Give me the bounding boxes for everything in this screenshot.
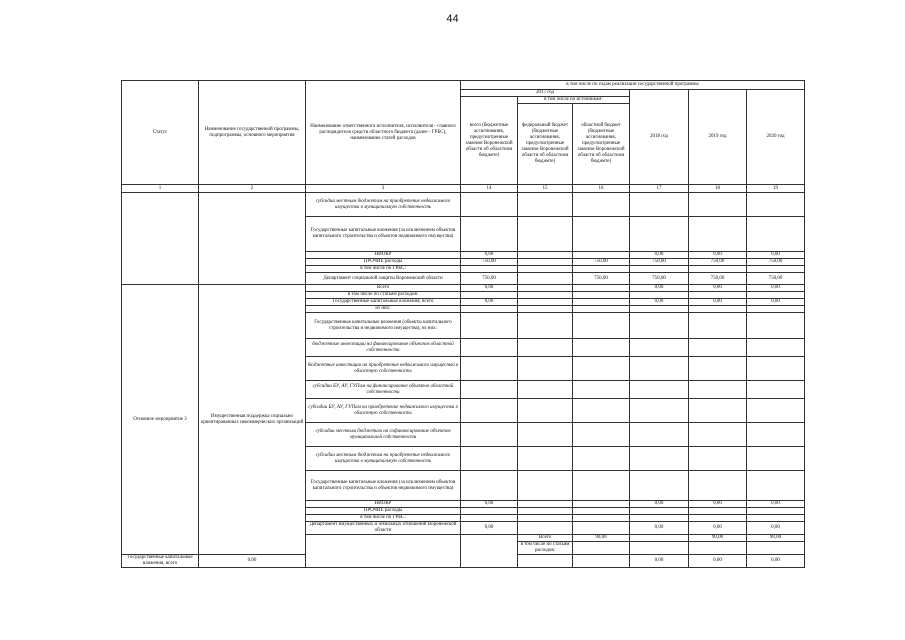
- value-cell: 0,00: [689, 252, 747, 259]
- value-cell: 0,00: [461, 299, 518, 306]
- value-cell: 750,00: [689, 273, 747, 285]
- page-number: 44: [446, 13, 459, 25]
- col-number: 16: [573, 185, 630, 193]
- value-cell: 0,00: [747, 252, 805, 259]
- value-cell: 0,00: [747, 285, 805, 292]
- value-cell: 750,00: [747, 273, 805, 285]
- value-cell: [518, 555, 573, 568]
- value-cell: 0,00: [689, 299, 747, 306]
- value-cell: [573, 252, 630, 259]
- row-label: в том числе по ГРБС:: [306, 515, 461, 522]
- value-cell: 0,00: [747, 501, 805, 508]
- value-cell: [518, 285, 573, 292]
- table-row: [122, 285, 805, 292]
- value-cell: [630, 535, 689, 542]
- value-cell: [518, 259, 573, 266]
- value-cell: 0,00: [461, 252, 518, 259]
- row-label: Всего: [306, 285, 461, 292]
- value-cell: 0,00: [630, 252, 689, 259]
- col-number: 14: [461, 185, 518, 193]
- expense-item: Государственные капитальные вложения (за исключением объектов капитального строительства и объектов недвижимого имущества): [306, 471, 461, 501]
- header-executor: Наименование ответственного исполнителя, исполнителя - главного распорядителя средств областного бюджета (далее - ГРБС), наименование статей расходов: [306, 81, 461, 185]
- value-cell: [573, 501, 630, 508]
- expense-item: бюджетные инвестиции на финансирование объектов областной собственности: [306, 339, 461, 357]
- expense-item: субсидии БУ, АУ, ГУПам на приобретение недвижимого имущества в областную собственность: [306, 399, 461, 423]
- col-number: 1: [122, 185, 199, 193]
- row-label: Всего: [518, 535, 573, 542]
- expense-item: субсидии БУ, АУ, ГУПам на финансирование объектов областной собственности: [306, 381, 461, 399]
- program-cell: Имущественная поддержка социально ориентированных некоммерческих организаций: [199, 285, 306, 555]
- header-regional: областной бюджет (бюджетные ассигнования, предусмотренные законом Воронежской области об областном бюджете): [573, 104, 630, 185]
- value-cell: [518, 522, 573, 535]
- row-label: НИОКР: [306, 252, 461, 259]
- value-cell: 0,00: [689, 522, 747, 535]
- header-federal: федеральный бюджет (бюджетные ассигнования, предусмотренные законом Воронежской области об областном бюджете): [518, 104, 573, 185]
- value-cell: 0,00: [461, 501, 518, 508]
- header-program-name: Наименование государственной программы, подпрограммы, основного мероприятия: [199, 81, 306, 185]
- col-number: 2: [199, 185, 306, 193]
- value-cell: 0,00: [461, 522, 518, 535]
- header-by-source: в том числе по источникам:: [518, 97, 630, 104]
- header-2019: 2019 год: [689, 90, 747, 185]
- row-label: в том числе по статьям расходов:: [306, 292, 461, 299]
- col-number: 3: [306, 185, 461, 193]
- expense-item: субсидии местным бюджетам на приобретение недвижимого имущества в муниципальную собственность: [306, 193, 461, 217]
- row-label: Департамент имущественных и земельных отношений Воронежской области: [306, 522, 461, 535]
- expense-item: субсидии местным бюджетам на софинансирование объектов муниципальной собственности: [306, 423, 461, 447]
- value-cell: 90,00: [573, 535, 630, 542]
- header-2018: 2018 год: [630, 90, 689, 185]
- status-cell: Основное мероприятие 3: [122, 285, 199, 555]
- value-cell: 750,00: [630, 273, 689, 285]
- row-label: ПРОЧИЕ расходы: [306, 259, 461, 266]
- status-cell: [122, 193, 199, 285]
- value-cell: [518, 252, 573, 259]
- value-cell: 750,00: [573, 273, 630, 285]
- value-cell: 0,00: [630, 285, 689, 292]
- header-year-2017: 2017 год: [461, 90, 630, 97]
- row-label: ПРОЧИЕ расходы: [306, 508, 461, 515]
- value-cell: 90,00: [689, 535, 747, 542]
- row-label: Государственные капитальные вложения, всего: [306, 299, 461, 306]
- value-cell: 750,00: [747, 259, 805, 266]
- header-2020: 2020 год: [747, 90, 805, 185]
- value-cell: 750,00: [461, 273, 518, 285]
- budget-table: [121, 80, 805, 568]
- expense-item: бюджетные инвестиции на приобретение недвижимого имущества в областную собственность: [306, 357, 461, 381]
- expense-item: Государственные капитальные вложения (за исключением объектов капитального строительства и объектов недвижимого имущества): [306, 217, 461, 252]
- row-label: в том числе по ГРБС:: [306, 266, 461, 273]
- col-number: 18: [689, 185, 747, 193]
- status-cell: [306, 535, 461, 568]
- row-label: Департамент социальной защиты Воронежской области: [306, 273, 461, 285]
- value-cell: 0,00: [630, 555, 689, 568]
- value-cell: 750,00: [461, 259, 518, 266]
- value-cell: 0,00: [689, 285, 747, 292]
- program-cell: [461, 535, 518, 568]
- value-cell: 0,00: [630, 522, 689, 535]
- value-cell: 0,00: [199, 555, 306, 568]
- row-label: в том числе по статьям расходов:: [518, 542, 573, 555]
- expense-item: субсидии местным бюджетам на приобретение недвижимого имущества в муниципальную собственность: [306, 447, 461, 471]
- column-numbers-row: [122, 185, 805, 193]
- value-cell: 0,00: [689, 501, 747, 508]
- value-cell: 750,00: [573, 259, 630, 266]
- value-cell: 0,00: [747, 555, 805, 568]
- header-group-title: в том числе по годам реализации государственной программы: [461, 81, 805, 90]
- header-total: всего (бюджетные ассигнования, предусмотренные законом Воронежской области об областном бюджете): [461, 97, 518, 185]
- value-cell: 750,00: [689, 259, 747, 266]
- value-cell: 0,00: [630, 501, 689, 508]
- col-number: 19: [747, 185, 805, 193]
- value-cell: 0,00: [630, 299, 689, 306]
- program-cell: [199, 193, 306, 285]
- row-label: Государственные капитальные вложения, всего: [122, 555, 199, 568]
- value-cell: [573, 285, 630, 292]
- value-cell: 750,00: [630, 259, 689, 266]
- value-cell: 0,00: [689, 555, 747, 568]
- row-label: НИОКР: [306, 501, 461, 508]
- value-cell: 0,00: [747, 522, 805, 535]
- value-cell: 0,00: [461, 285, 518, 292]
- col-number: 15: [518, 185, 573, 193]
- value-cell: [573, 522, 630, 535]
- value-cell: [518, 273, 573, 285]
- value-cell: 90,00: [747, 535, 805, 542]
- value-cell: [573, 299, 630, 306]
- value-cell: [573, 555, 630, 568]
- col-number: 17: [630, 185, 689, 193]
- value-cell: [518, 501, 573, 508]
- expense-item: Государственные капитальные вложения (объекты капитального строительства и недвижимого имущества), из них:: [306, 313, 461, 339]
- header-status: Статус: [122, 81, 199, 185]
- value-cell: 0,00: [747, 299, 805, 306]
- value-cell: [518, 299, 573, 306]
- row-label: из них:: [306, 306, 461, 313]
